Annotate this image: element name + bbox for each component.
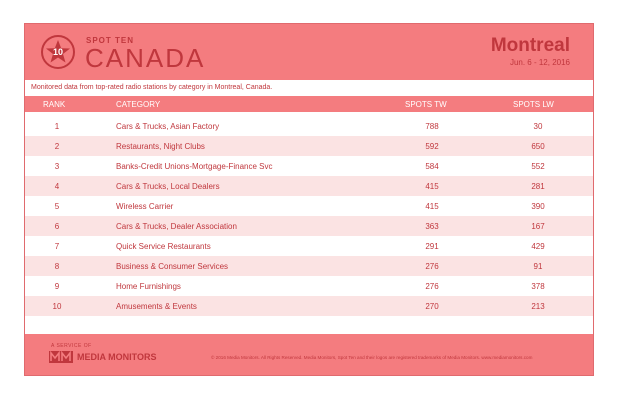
category-cell: Restaurants, Night Clubs [116, 142, 205, 151]
table-row [25, 276, 593, 296]
rank-cell: 8 [54, 262, 60, 271]
category-cell: Banks-Credit Unions-Mortgage-Finance Svc [116, 162, 273, 171]
category-cell: Business & Consumer Services [116, 262, 229, 271]
city-title: Montreal [490, 35, 570, 56]
rank-cell: 1 [54, 122, 60, 131]
table-row [25, 296, 593, 316]
category-cell: Amusements & Events [116, 302, 197, 311]
spot-ten-card [24, 23, 594, 376]
category-cell: Quick Service Restaurants [116, 242, 211, 251]
rank-cell: 9 [54, 282, 60, 291]
column-header-spots-tw: SPOTS TW [405, 100, 447, 109]
category-cell: Home Furnishings [116, 282, 181, 291]
spots-lw-cell: 281 [531, 182, 545, 191]
rank-cell: 5 [54, 202, 60, 211]
media-monitors-logo-icon [49, 351, 73, 363]
table-row [25, 156, 593, 176]
spots-lw-cell: 429 [531, 242, 545, 251]
spots-lw-cell: 167 [531, 222, 545, 231]
category-cell: Wireless Carrier [116, 202, 174, 211]
brand-title: CANADA [85, 43, 206, 73]
table-row [25, 256, 593, 276]
spots-tw-cell: 584 [425, 162, 439, 171]
copyright-text: © 2016 Media Monitors. All Rights Reserved. Media Monitors, Spot Ten and their logos are registered trademarks of Media Monitors. www.mediamonitors.com [211, 355, 533, 360]
spots-tw-cell: 276 [425, 262, 439, 271]
rank-cell: 10 [52, 302, 62, 311]
spots-tw-cell: 592 [425, 142, 439, 151]
date-range: Jun. 6 - 12, 2016 [509, 58, 570, 67]
rank-cell: 2 [54, 142, 60, 151]
category-cell: Cars & Trucks, Asian Factory [116, 122, 220, 131]
spots-tw-cell: 363 [425, 222, 439, 231]
category-cell: Cars & Trucks, Local Dealers [116, 182, 220, 191]
spots-lw-cell: 378 [531, 282, 545, 291]
spots-tw-cell: 415 [425, 182, 439, 191]
rank-cell: 3 [54, 162, 60, 171]
table-row [25, 176, 593, 196]
table-row [25, 236, 593, 256]
column-header-category: CATEGORY [116, 100, 161, 109]
rank-cell: 6 [54, 222, 60, 231]
table-row [25, 136, 593, 156]
column-header-rank: RANK [43, 100, 66, 109]
spots-tw-cell: 291 [425, 242, 439, 251]
badge-number: 10 [52, 47, 63, 57]
spots-lw-cell: 650 [531, 142, 545, 151]
table-body [25, 116, 593, 316]
rank-cell: 4 [54, 182, 60, 191]
table-row [25, 216, 593, 236]
table-row [25, 116, 593, 136]
service-label: A SERVICE OF [51, 343, 92, 349]
spots-tw-cell: 270 [425, 302, 439, 311]
spots-lw-cell: 390 [531, 202, 545, 211]
header [25, 24, 593, 80]
table-row [25, 196, 593, 216]
column-header-spots-lw: SPOTS LW [513, 100, 554, 109]
spots-lw-cell: 91 [533, 262, 543, 271]
spots-lw-cell: 30 [533, 122, 543, 131]
spots-tw-cell: 788 [425, 122, 439, 131]
spots-tw-cell: 415 [425, 202, 439, 211]
table-header [25, 96, 593, 112]
spots-lw-cell: 213 [531, 302, 545, 311]
category-cell: Cars & Trucks, Dealer Association [116, 222, 237, 231]
description: Monitored data from top-rated radio stations by category in Montreal, Canada. [31, 84, 273, 91]
rank-cell: 7 [54, 242, 60, 251]
spots-tw-cell: 276 [425, 282, 439, 291]
star-badge-icon [41, 35, 75, 69]
company-name: MEDIA MONITORS [77, 352, 157, 362]
footer [25, 334, 593, 375]
spots-lw-cell: 552 [531, 162, 545, 171]
brand-small-title: SPOT TEN [86, 36, 135, 45]
